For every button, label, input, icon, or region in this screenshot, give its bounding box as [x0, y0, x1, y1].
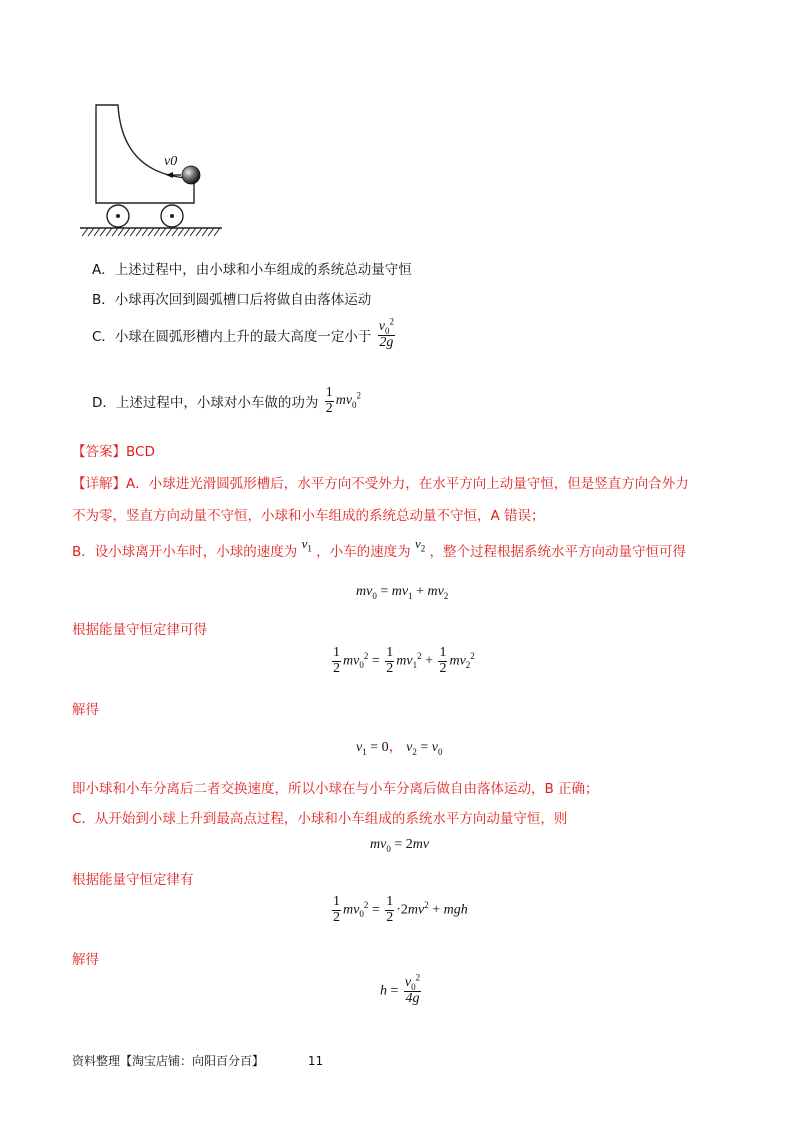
detail-conclusion-b: 即小球和小车分离后二者交换速度，所以小球在与小车分离后做自由落体运动，B 正确； — [72, 781, 599, 797]
option-d: D．上述过程中，小球对小车做的功为 $\frac{1}{2}$ $mv_0^2$ — [92, 385, 362, 416]
cart-body — [96, 105, 194, 203]
answer-line — [72, 440, 155, 460]
option-a: A．上述过程中，由小球和小车组成的系统总动量守恒 — [92, 262, 412, 278]
detail-line-2: 不为零，竖直方向动量不守恒，小球和小车组成的系统总动量不守恒，A 错误； — [72, 508, 545, 524]
ball — [182, 166, 200, 184]
equation-result-2: h = $\frac{v_0^2}{4g}$ — [380, 972, 421, 1006]
option-d-fraction: $\frac{1}{2}$ — [325, 385, 333, 416]
footer — [72, 1052, 323, 1069]
detail-energy-1: 根据能量守恒定律可得 — [72, 622, 207, 638]
detail-solve-2: 解得 — [72, 952, 99, 968]
equation-energy-1: $\frac{1}{2}$ $mv_0^2$ = $\frac{1}{2}$ $mv_1^2$ + $\frac{1}{2}$ $mv_2^2$ — [333, 645, 475, 676]
cart-ball-figure — [76, 100, 236, 240]
detail-c-line: C．从开始到小球上升到最高点过程，小球和小车组成的系统水平方向动量守恒，则 — [72, 811, 568, 827]
option-c — [92, 316, 397, 350]
page-number: 11 — [307, 1054, 324, 1068]
option-c-fraction: $\frac{v_0^2}{2g}$ — [378, 316, 394, 350]
equation-momentum-1: $mv_0 = mv_1 + mv_2$ — [356, 584, 449, 601]
detail-energy-2: 根据能量守恒定律有 — [72, 872, 194, 888]
detail-b-line: B．设小球离开小车时，小球的速度为 $v_1$ ，小车的速度为 $v_2$ ，整个过程根据系统水平方向动量守恒可得 — [72, 536, 687, 560]
option-c-text: C．小球在圆弧形槽内上升的最大高度一定小于 — [92, 329, 372, 346]
option-d-text: D．上述过程中，小球对小车做的功为 — [92, 395, 319, 412]
wheel-right — [161, 205, 183, 227]
detail-label: 【详解】 — [72, 476, 126, 492]
equation-energy-2: $\frac{1}{2}$ $mv_0^2$ = $\frac{1}{2}$ $\cdot 2mv^2$ + mgh — [333, 894, 468, 925]
detail-solve-1: 解得 — [72, 702, 99, 718]
velocity-label: v0 — [164, 154, 178, 169]
option-b: B．小球再次回到圆弧槽口后将做自由落体运动 — [92, 292, 372, 308]
answer-label: 【答案】 — [72, 444, 126, 460]
footer-source: 资料整理【淘宝店铺：向阳百分百】 — [72, 1054, 265, 1068]
equation-momentum-2: $mv_0 = 2mv$ — [370, 837, 430, 854]
detail-line-1: 【详解】A．小球进光滑圆弧形槽后，水平方向不受外力，在水平方向上动量守恒，但是竖直方向合外力 — [72, 476, 689, 492]
equation-result-1: $v_1 = 0$， $v_2 = v_0$ — [356, 740, 443, 757]
wheel-left — [107, 205, 129, 227]
answer-value: BCD — [126, 444, 155, 460]
